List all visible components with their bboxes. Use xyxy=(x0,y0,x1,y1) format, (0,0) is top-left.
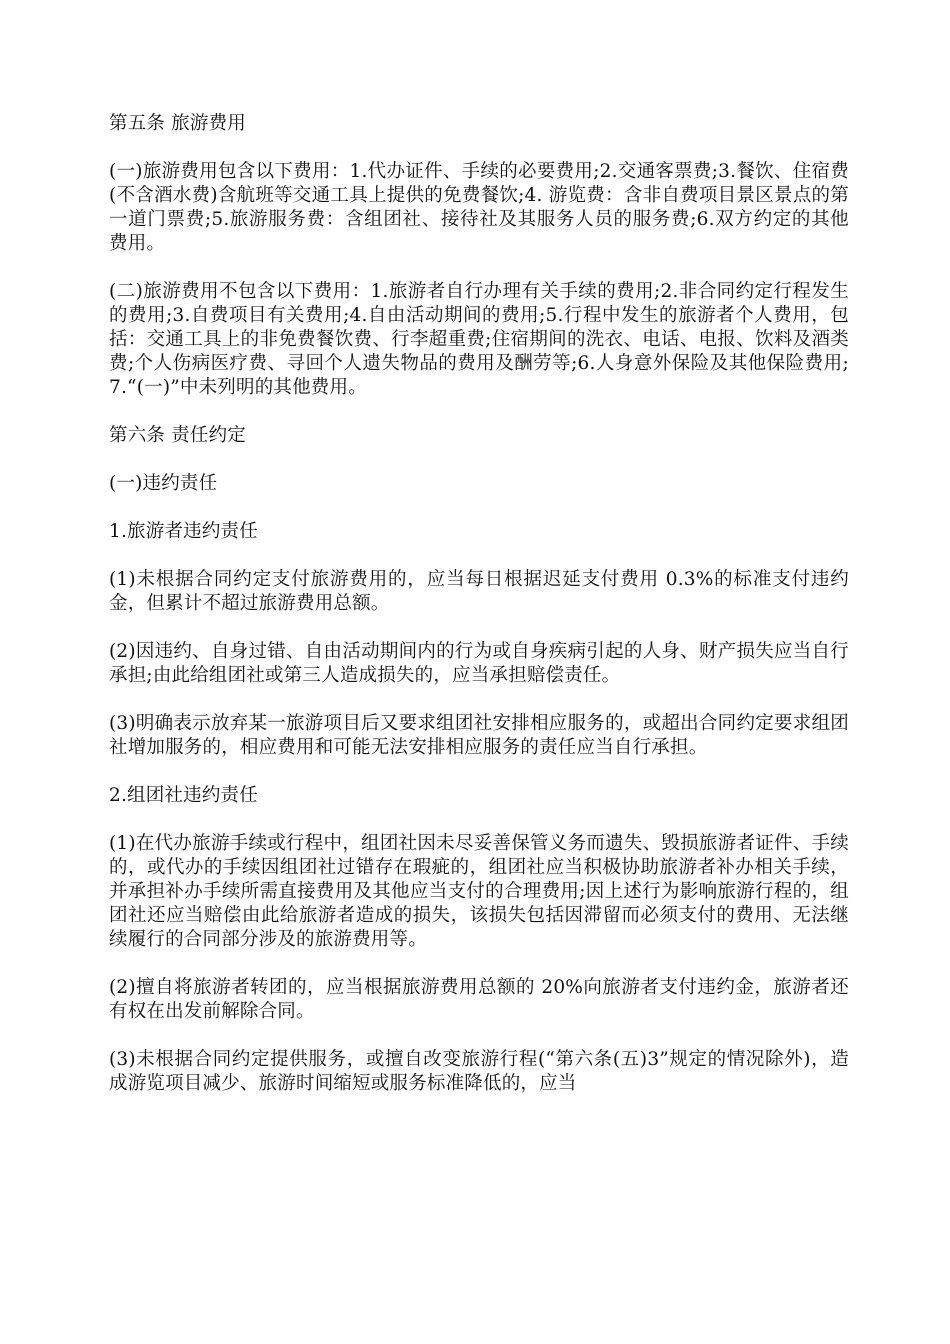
document-page xyxy=(109,112,849,1120)
paragraph-tourist-breach-2: (2)因违约、自身过错、自由活动期间内的行为或自身疾病引起的人身、财产损失应当自行承担;由此给组团社或第三人造成损失的，应当承担赔偿责任。 xyxy=(109,641,849,686)
subheading-tourist-breach: 1.旅游者违约责任 xyxy=(109,521,258,542)
subheading-breach-liability: (一)违约责任 xyxy=(109,473,218,494)
paragraph-agency-breach-2: (2)擅自将旅游者转团的，应当根据旅游费用总额的 20%向旅游者支付违约金，旅游者还有权在出发前解除合同。 xyxy=(109,977,849,1022)
paragraph-tourist-breach-3: (3)明确表示放弃某一旅游项目后又要求组团社安排相应服务的，或超出合同约定要求组团社增加服务的，相应费用和可能无法安排相应服务的责任应当自行承担。 xyxy=(109,713,849,758)
paragraph-agency-breach-1: (1)在代办旅游手续或行程中，组团社因未尽妥善保管义务而遗失、毁损旅游者证件、手续的，或代办的手续因组团社过错存在瑕疵的，组团社应当积极协助旅游者补办相关手续，并承担补办手续所需直接费用及其他应当支付的合理费用;因上述行为影响旅游行程的，组团社还应当赔偿由此给旅游者造成的损失，该损失包括因滞留而必须支付的费用、无法继续履行的合同部分涉及的旅游费用等。 xyxy=(109,833,849,950)
paragraph-tourist-breach-1: (1)未根据合同约定支付旅游费用的，应当每日根据迟延支付费用 0.3%的标准支付违约金，但累计不超过旅游费用总额。 xyxy=(109,569,849,614)
paragraph-fees-included: (一)旅游费用包含以下费用：1.代办证件、手续的必要费用;2.交通客票费;3.餐饮、住宿费(不含酒水费)含航班等交通工具上提供的免费餐饮;4. 游览费：含非自费项目景区景点的第一道门票费;5.旅游服务费：含组团社、接待社及其服务人员的服务费;6.双方约定的其他费用。 xyxy=(109,161,849,254)
paragraph-agency-breach-3: (3)未根据合同约定提供服务，或擅自改变旅游行程(“第六条(五)3”规定的情况除外)，造成游览项目减少、旅游时间缩短或服务标准降低的，应当 xyxy=(109,1049,849,1094)
subheading-agency-breach: 2.组团社违约责任 xyxy=(109,785,258,806)
section-heading-article-5: 第五条 旅游费用 xyxy=(109,113,246,134)
section-heading-article-6: 第六条 责任约定 xyxy=(109,425,246,446)
paragraph-fees-excluded: (二)旅游费用不包含以下费用：1.旅游者自行办理有关手续的费用;2.非合同约定行程发生的费用;3.自费项目有关费用;4.自由活动期间的费用;5.行程中发生的旅游者个人费用，包括：交通工具上的非免费餐饮费、行李超重费;住宿期间的洗衣、电话、电报、饮料及酒类费;个人伤病医疗费、寻回个人遗失物品的费用及酬劳等;6.人身意外保险及其他保险费用;7.“(一)”中未列明的其他费用。 xyxy=(109,281,849,398)
